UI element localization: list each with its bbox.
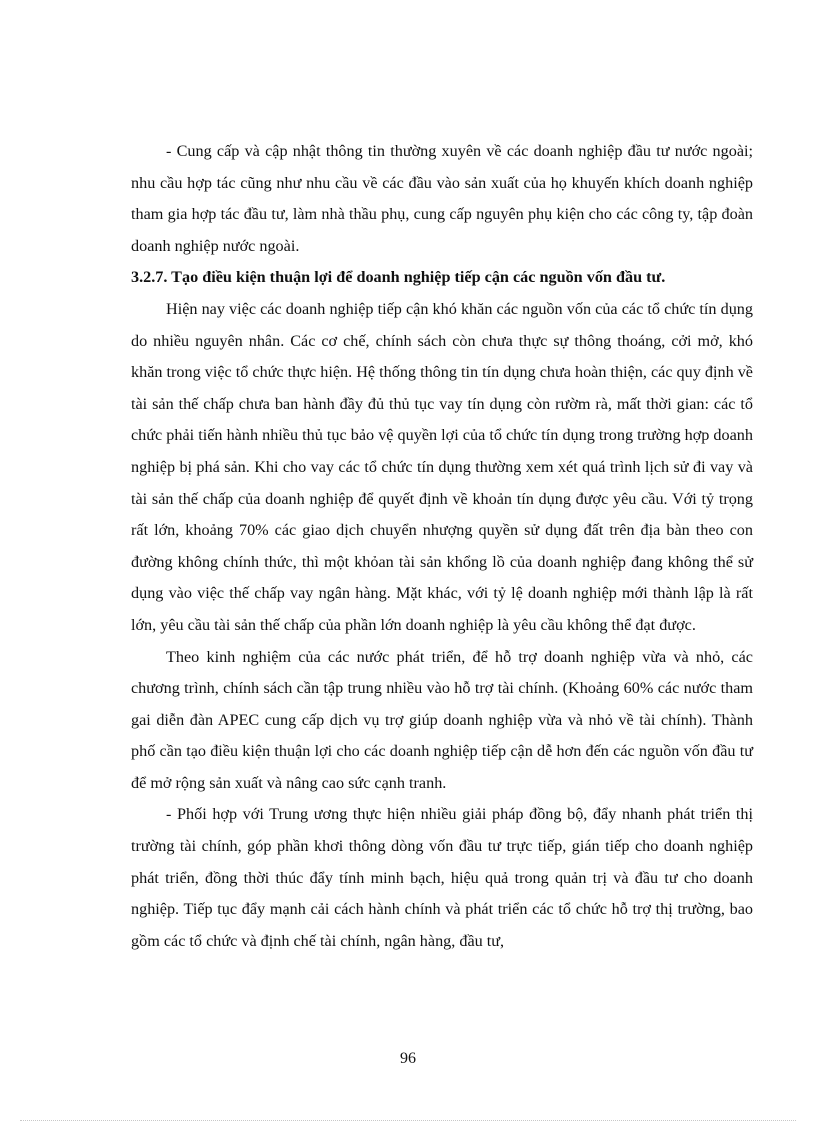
page-bottom-divider <box>20 1120 796 1121</box>
paragraph-financial-support-experience: Theo kinh nghiệm của các nước phát triển, để hỗ trợ doanh nghiệp vừa và nhỏ, các chương trình, chính sách cần tập trung nhiều vào hỗ trợ tài chính. (Khoảng 60% các nước tham gai diễn đàn APEC cung cấp dịch vụ trợ giúp doanh nghiệp vừa và nhỏ về tài chính). Thành phố cần tạo điều kiện thuận lợi cho các doanh nghiệp tiếp cận dễ hơn đến các nguồn vốn đầu tư để mở rộng sản xuất và nâng cao sức cạnh tranh. <box>131 647 753 792</box>
page-number: 96 <box>400 1050 416 1067</box>
section-heading-3-2-7: 3.2.7. Tạo điều kiện thuận lợi để doanh nghiệp tiếp cận các nguồn vốn đầu tư. <box>131 268 666 287</box>
paragraph-credit-access-issues: Hiện nay việc các doanh nghiệp tiếp cận khó khăn các nguồn vốn của các tổ chức tín dụng do nhiều nguyên nhân. Các cơ chế, chính sách còn chưa thực sự thông thoáng, cởi mở, khó khăn trong việc tổ chức thực hiện. Hệ thống thông tin tín dụng chưa hoàn thiện, các quy định về tài sản thế chấp chưa ban hành đầy đủ thủ tục vay tín dụng còn rườm rà, mất thời gian: các tổ chức phải tiến hành nhiều thủ tục bảo vệ quyền lợi của tổ chức tín dụng trong trường hợp doanh nghiệp bị phá sản. Khi cho vay các tổ chức tín dụng thường xem xét quá trình lịch sử đi vay và tài sản thế chấp của doanh nghiệp để quyết định về khoản tín dụng được yêu cầu. Với tỷ trọng rất lớn, khoảng 70% các giao dịch chuyển nhượng quyền sử dụng đất trên địa bàn theo con đường không chính thức, thì một khỏan tài sản khổng lồ của doanh nghiệp đang không thể sử dụng vào việc thế chấp vay ngân hàng. Mặt khác, với tỷ lệ doanh nghiệp mới thành lập là rất lớn, yêu cầu tài sản thế chấp của phần lớn doanh nghiệp là yêu cầu không thể đạt được. <box>131 299 753 634</box>
paragraph-financial-market-development: - Phối hợp với Trung ương thực hiện nhiều giải pháp đồng bộ, đẩy nhanh phát triển thị trường tài chính, góp phần khơi thông dòng vốn đầu tư trực tiếp, gián tiếp cho doanh nghiệp phát triển, đồng thời thúc đẩy tính minh bạch, hiệu quả trong quản trị và đầu tư cho doanh nghiệp. Tiếp tục đẩy mạnh cải cách hành chính và phát triển các tổ chức hỗ trợ thị trường, bao gồm các tổ chức và định chế tài chính, ngân hàng, đầu tư, <box>131 805 753 950</box>
paragraph-info-provision: - Cung cấp và cập nhật thông tin thường xuyên về các doanh nghiệp đầu tư nước ngoài; nhu cầu hợp tác cũng như nhu cầu về các đầu vào sản xuất của họ khuyến khích doanh nghiệp tham gia hợp tác đầu tư, làm nhà thầu phụ, cung cấp nguyên phụ kiện cho các công ty, tập đoàn doanh nghiệp nước ngoài. <box>131 142 753 255</box>
document-body <box>131 136 753 957</box>
